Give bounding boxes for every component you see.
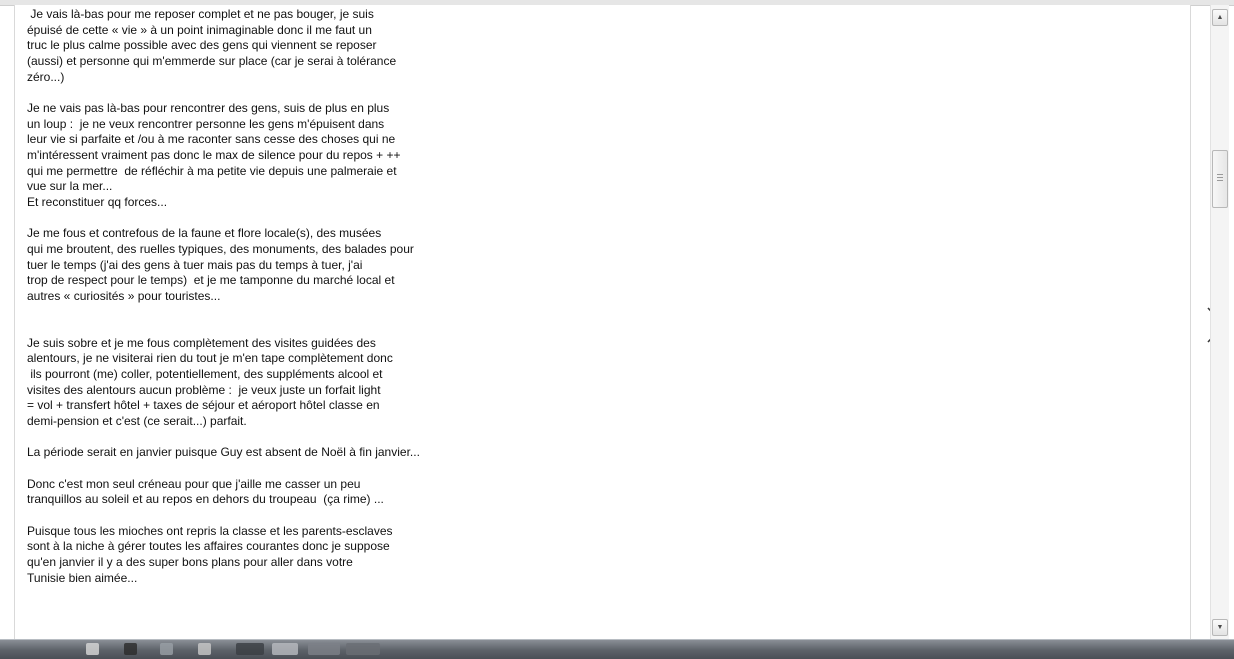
taskbar-icon[interactable]	[308, 643, 340, 655]
grip-icon	[1217, 174, 1223, 182]
scroll-down-button[interactable]	[1212, 619, 1228, 636]
taskbar	[0, 639, 1234, 659]
taskbar-icon[interactable]	[160, 643, 173, 655]
scrollbar-thumb[interactable]	[1212, 150, 1228, 208]
taskbar-icon[interactable]	[272, 643, 298, 655]
scroll-up-button[interactable]	[1212, 9, 1228, 26]
document-body-text: Je vais là-bas pour me reposer complet et ne pas bouger, je suis épuisé de cette « vie » à un point inimaginable donc il me faut un truc le plus calme possible avec des gens qui viennent se reposer (aussi) et personne qui m'emmerde sur place (car je serai à tolérance zéro...) Je ne vais pas là-bas pour rencontrer des gens, suis de plus en plus un loup : je ne veux rencontrer personne les gens m'épuisent dans leur vie si parfaite et /ou à me raconter sans cesse des choses qui ne m'intéressent vraiment pas donc le max de silence pour du repos + ++ qui me permettre de réfléchir à ma petite vie depuis une palmeraie et vue sur la mer... Et reconstituer qq forces... Je me fous et contrefous de la faune et flore locale(s), des musées qui me broutent, des ruelles typiques, des monuments, des balades pour tuer le temps (j'ai des gens à tuer mais pas du temps à tuer, j'ai trop de respect pour le temps) et je me tamponne du marché local et autres « curiosités » pour touristes... Je suis sobre et je me fous complètement des visites guidées des alentours, je ne visiterai rien du tout je m'en tape complètement donc ils pourront (me) coller, potentiellement, des suppléments alcool et visites des alentours aucun problème : je veux juste un forfait light = vol + transfert hôtel + taxes de séjour et aéroport hôtel classe en demi-pension et c'est (ce serait...) parfait. La période serait en janvier puisque Guy est absent de Noël à fin janvier... Donc c'est mon seul créneau pour que j'aille me casser un peu tranquillos au soleil et au repos en dehors du troupeau (ça rime) ... Puisque tous les mioches ont repris la classe et les parents-esclaves sont à la niche à gérer toutes les affaires courantes donc je suppose qu'en janvier il y a des super bons plans pour aller dans votre Tunisie bien aimée...	[27, 7, 420, 585]
taskbar-icon[interactable]	[346, 643, 380, 655]
taskbar-icon[interactable]	[236, 643, 264, 655]
vertical-scrollbar[interactable]	[1210, 5, 1229, 639]
arrow-down-icon: ▼	[1216, 624, 1224, 631]
arrow-up-icon: ▲	[1216, 14, 1224, 21]
taskbar-icon[interactable]	[124, 643, 137, 655]
taskbar-icon[interactable]	[198, 643, 211, 655]
taskbar-icon[interactable]	[86, 643, 99, 655]
